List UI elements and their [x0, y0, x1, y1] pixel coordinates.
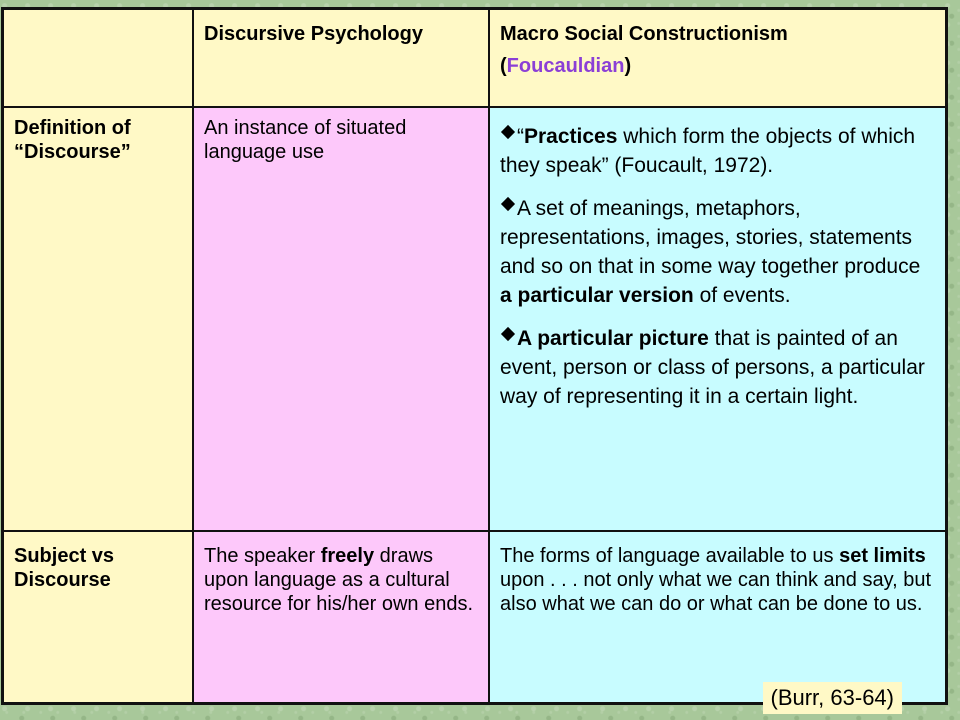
- subject-col2-bold: freely: [320, 545, 375, 567]
- comparison-table: [1, 7, 948, 705]
- subject-col2-before: The speaker: [204, 545, 321, 567]
- bullet-item-2: [500, 194, 935, 310]
- subject-col3-before: The forms of language available to us: [500, 545, 840, 567]
- definition-macro-cell: [489, 107, 947, 531]
- table-row-subject: [3, 531, 947, 704]
- bullet-3-text-after: that is painted of an event, person or class of persons, a particular way of representing it in a certain light.: [500, 327, 925, 408]
- definition-discursive-cell: An instance of situated language use: [193, 107, 489, 531]
- bullet-3-bold: A particular picture: [517, 327, 709, 350]
- header-col3-line1: Macro Social Constructionism: [500, 23, 788, 45]
- subject-col2-after: draws upon language as a cultural resource for his/her own ends.: [204, 545, 474, 615]
- subject-col3-after: upon . . . not only what we can think and say, but also what we can do or what can be done to us.: [500, 569, 932, 615]
- table-row-definition: [3, 107, 947, 531]
- citation-label: (Burr, 63-64): [763, 682, 903, 714]
- header-macro-social-constructionism: [489, 9, 947, 108]
- bullet-1-text-before: “: [517, 125, 524, 148]
- subject-discursive-cell: [193, 531, 489, 704]
- paren-open: (: [500, 55, 507, 77]
- bullet-item-1: [500, 122, 935, 180]
- diamond-bullet-icon: [501, 327, 515, 341]
- subject-col3-bold: set limits: [839, 545, 926, 567]
- subject-macro-cell: [489, 531, 947, 704]
- paren-close: ): [624, 55, 632, 77]
- bullet-1-text-after: which form the objects of which they speak” (Foucault, 1972).: [500, 125, 916, 177]
- foucauldian-label: Foucauldian: [506, 55, 625, 77]
- row-label-subject: Subject vs Discourse: [3, 531, 194, 704]
- diamond-bullet-icon: [501, 197, 515, 211]
- bullet-2-bold: a particular version: [500, 284, 694, 307]
- diamond-bullet-icon: [501, 125, 515, 139]
- bullet-2-text-after: of events.: [693, 284, 791, 307]
- bullet-2-text-before: A set of meanings, metaphors, representations, images, stories, statements and so on that in some way together produce: [500, 197, 921, 278]
- row-label-definition: Definition of “Discourse”: [3, 107, 194, 531]
- bullet-1-bold: Practices: [524, 125, 618, 148]
- header-empty-cell: [3, 9, 194, 108]
- bullet-item-3: [500, 324, 935, 411]
- table-header-row: [3, 9, 947, 108]
- header-discursive-psychology: Discursive Psychology: [193, 9, 489, 108]
- header-col3-line2: [500, 54, 935, 78]
